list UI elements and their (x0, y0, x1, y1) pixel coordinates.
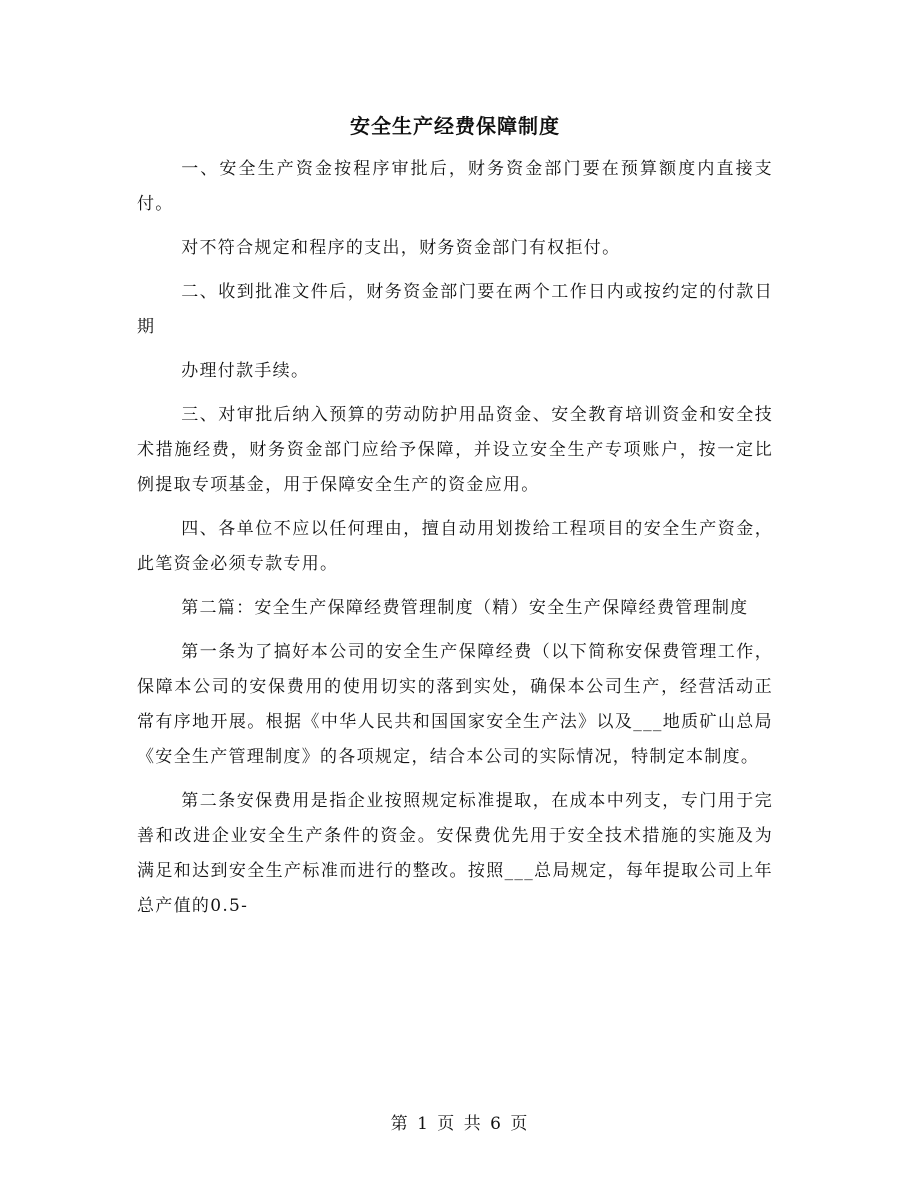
document-title: 安全生产经费保障制度 (350, 114, 560, 138)
paragraph-8: 第一条为了搞好本公司的安全生产保障经费（以下简称安保费管理工作，保障本公司的安保费用的使用切实的落到实处，确保本公司生产，经营活动正常有序地开展。根据《中华人民共和国国家安全生产法》以及___地质矿山总局《安全生产管理制度》的各项规定，结合本公司的实际情况，特制定本制度。 (137, 642, 773, 767)
page-number-footer: 第 1 页 共 6 页 (390, 1114, 530, 1134)
document-body (137, 106, 773, 933)
paragraph-3: 二、收到批准文件后，财务资金部门要在两个工作日内或按约定的付款日期 (137, 282, 773, 337)
paragraph-6: 四、各单位不应以任何理由，擅自动用划拨给工程项目的安全生产资金，此笔资金必须专款专用。 (137, 519, 773, 574)
paragraph-4: 办理付款手续。 (181, 361, 310, 381)
paragraph-9: 第二条安保费用是指企业按照规定标准提取，在成本中列支，专门用于完善和改进企业安全生产条件的资金。安保费优先用于安全技术措施的实施及为满足和达到安全生产标准而进行的整改。按照___总局规定，每年提取公司上年总产值的0.5- (137, 791, 773, 916)
paragraph-7: 第二篇：安全生产保障经费管理制度（精）安全生产保障经费管理制度 (181, 598, 749, 618)
paragraph-1: 一、安全生产资金按程序审批后，财务资金部门要在预算额度内直接支付。 (137, 159, 773, 214)
paragraph-2: 对不符合规定和程序的支出，财务资金部门有权拒付。 (181, 238, 621, 258)
paragraph-5: 三、对审批后纳入预算的劳动防护用品资金、安全教育培训资金和安全技术措施经费，财务资金部门应给予保障，并设立安全生产专项账户，按一定比例提取专项基金，用于保障安全生产的资金应用。 (137, 405, 773, 495)
